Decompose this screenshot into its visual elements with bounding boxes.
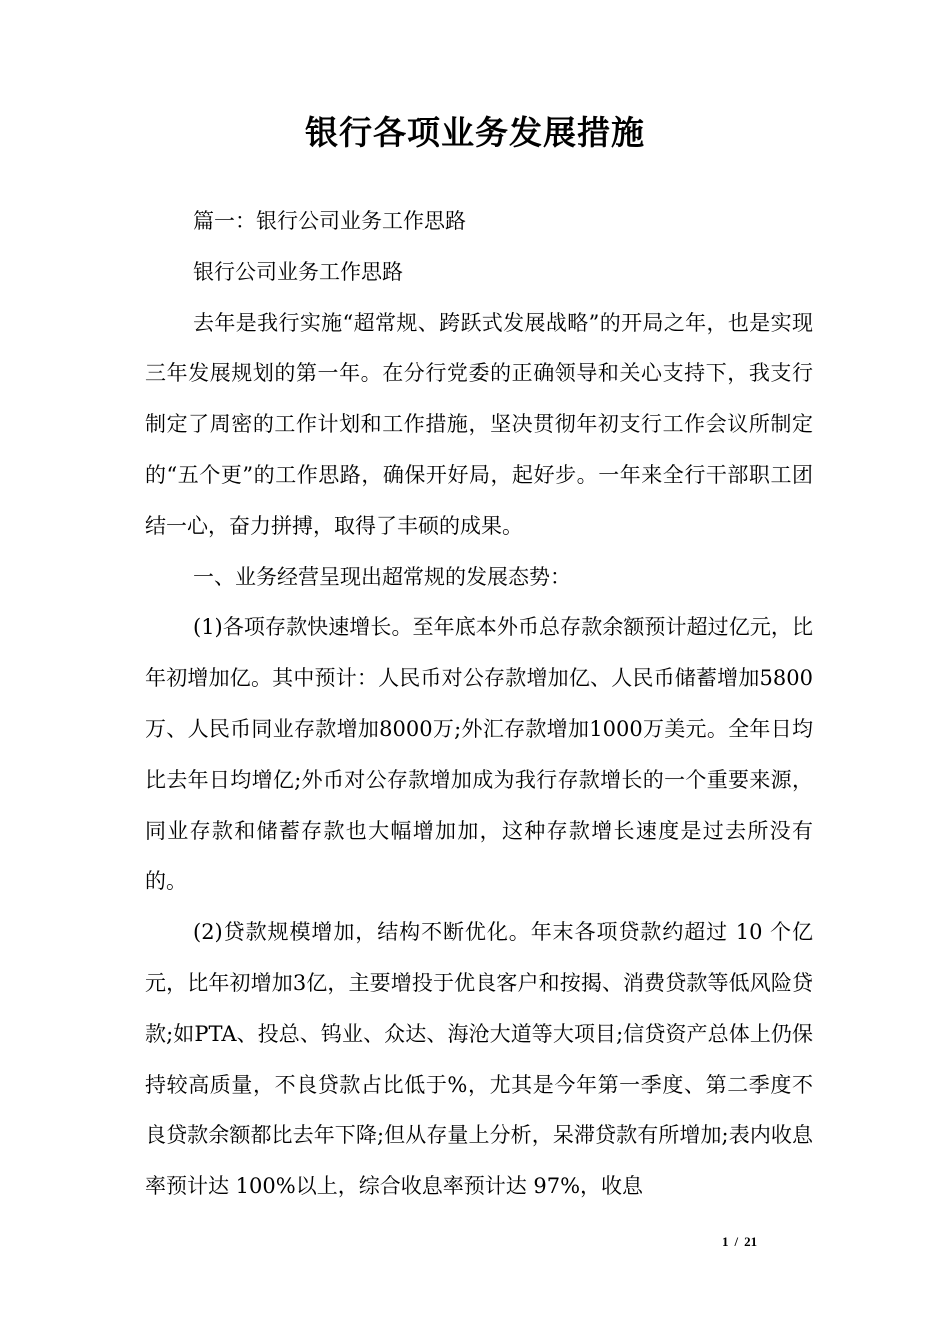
paragraph-deposits: (1)各项存款快速增长。至年底本外币总存款余额预计超过亿元，比年初增加亿。其中预计：人民币对公存款增加亿、人民币储蓄增加5800万、人民币同业存款增加8000万;外汇存款增加1000万美元。全年日均比去年日均增亿;外币对公存款增加成为我行存款增长的一个重要来源，同业存款和储蓄存款也大幅增加加，这种存款增长速度是过去所没有的。 <box>145 615 813 894</box>
document-title: 银行各项业务发展措施 <box>305 113 645 153</box>
paragraph-intro: 去年是我行实施“超常规、跨跃式发展战略”的开局之年，也是实现三年发展规划的第一年。在分行党委的正确领导和关心支持下，我支行制定了周密的工作计划和工作措施，坚决贯彻年初支行工作会议所制定的“五个更”的工作思路，确保开好局，起好步。一年来全行干部职工团结一心，奋力拼搏，取得了丰硕的成果。 <box>145 310 813 538</box>
page-number <box>722 1233 802 1251</box>
paragraph-heading-one: 一、业务经营呈现出超常规的发展态势： <box>193 564 571 589</box>
section-subheading: 银行公司业务工作思路 <box>193 259 403 284</box>
section-heading: 篇一：银行公司业务工作思路 <box>193 209 466 233</box>
total-pages-number: 21 <box>744 1234 758 1249</box>
paragraph-loans: (2)贷款规模增加，结构不断优化。年末各项贷款约超过 10 个亿元，比年初增加3亿，主要增投于优良客户和按揭、消费贷款等低风险贷款;如PTA、投总、钨业、众达、海沧大道等大项目;信贷资产总体上仍保持较高质量，不良贷款占比低于%，尤其是今年第一季度、第二季度不良贷款余额都比去年下降;但从存量上分析，呆滞贷款有所增加;表内收息率预计达 100%以上，综合收息率预计达 97%，收息 <box>145 920 813 1199</box>
current-page-number: 1 <box>722 1234 729 1249</box>
document-body <box>145 196 813 1212</box>
page-separator: / <box>734 1234 739 1249</box>
